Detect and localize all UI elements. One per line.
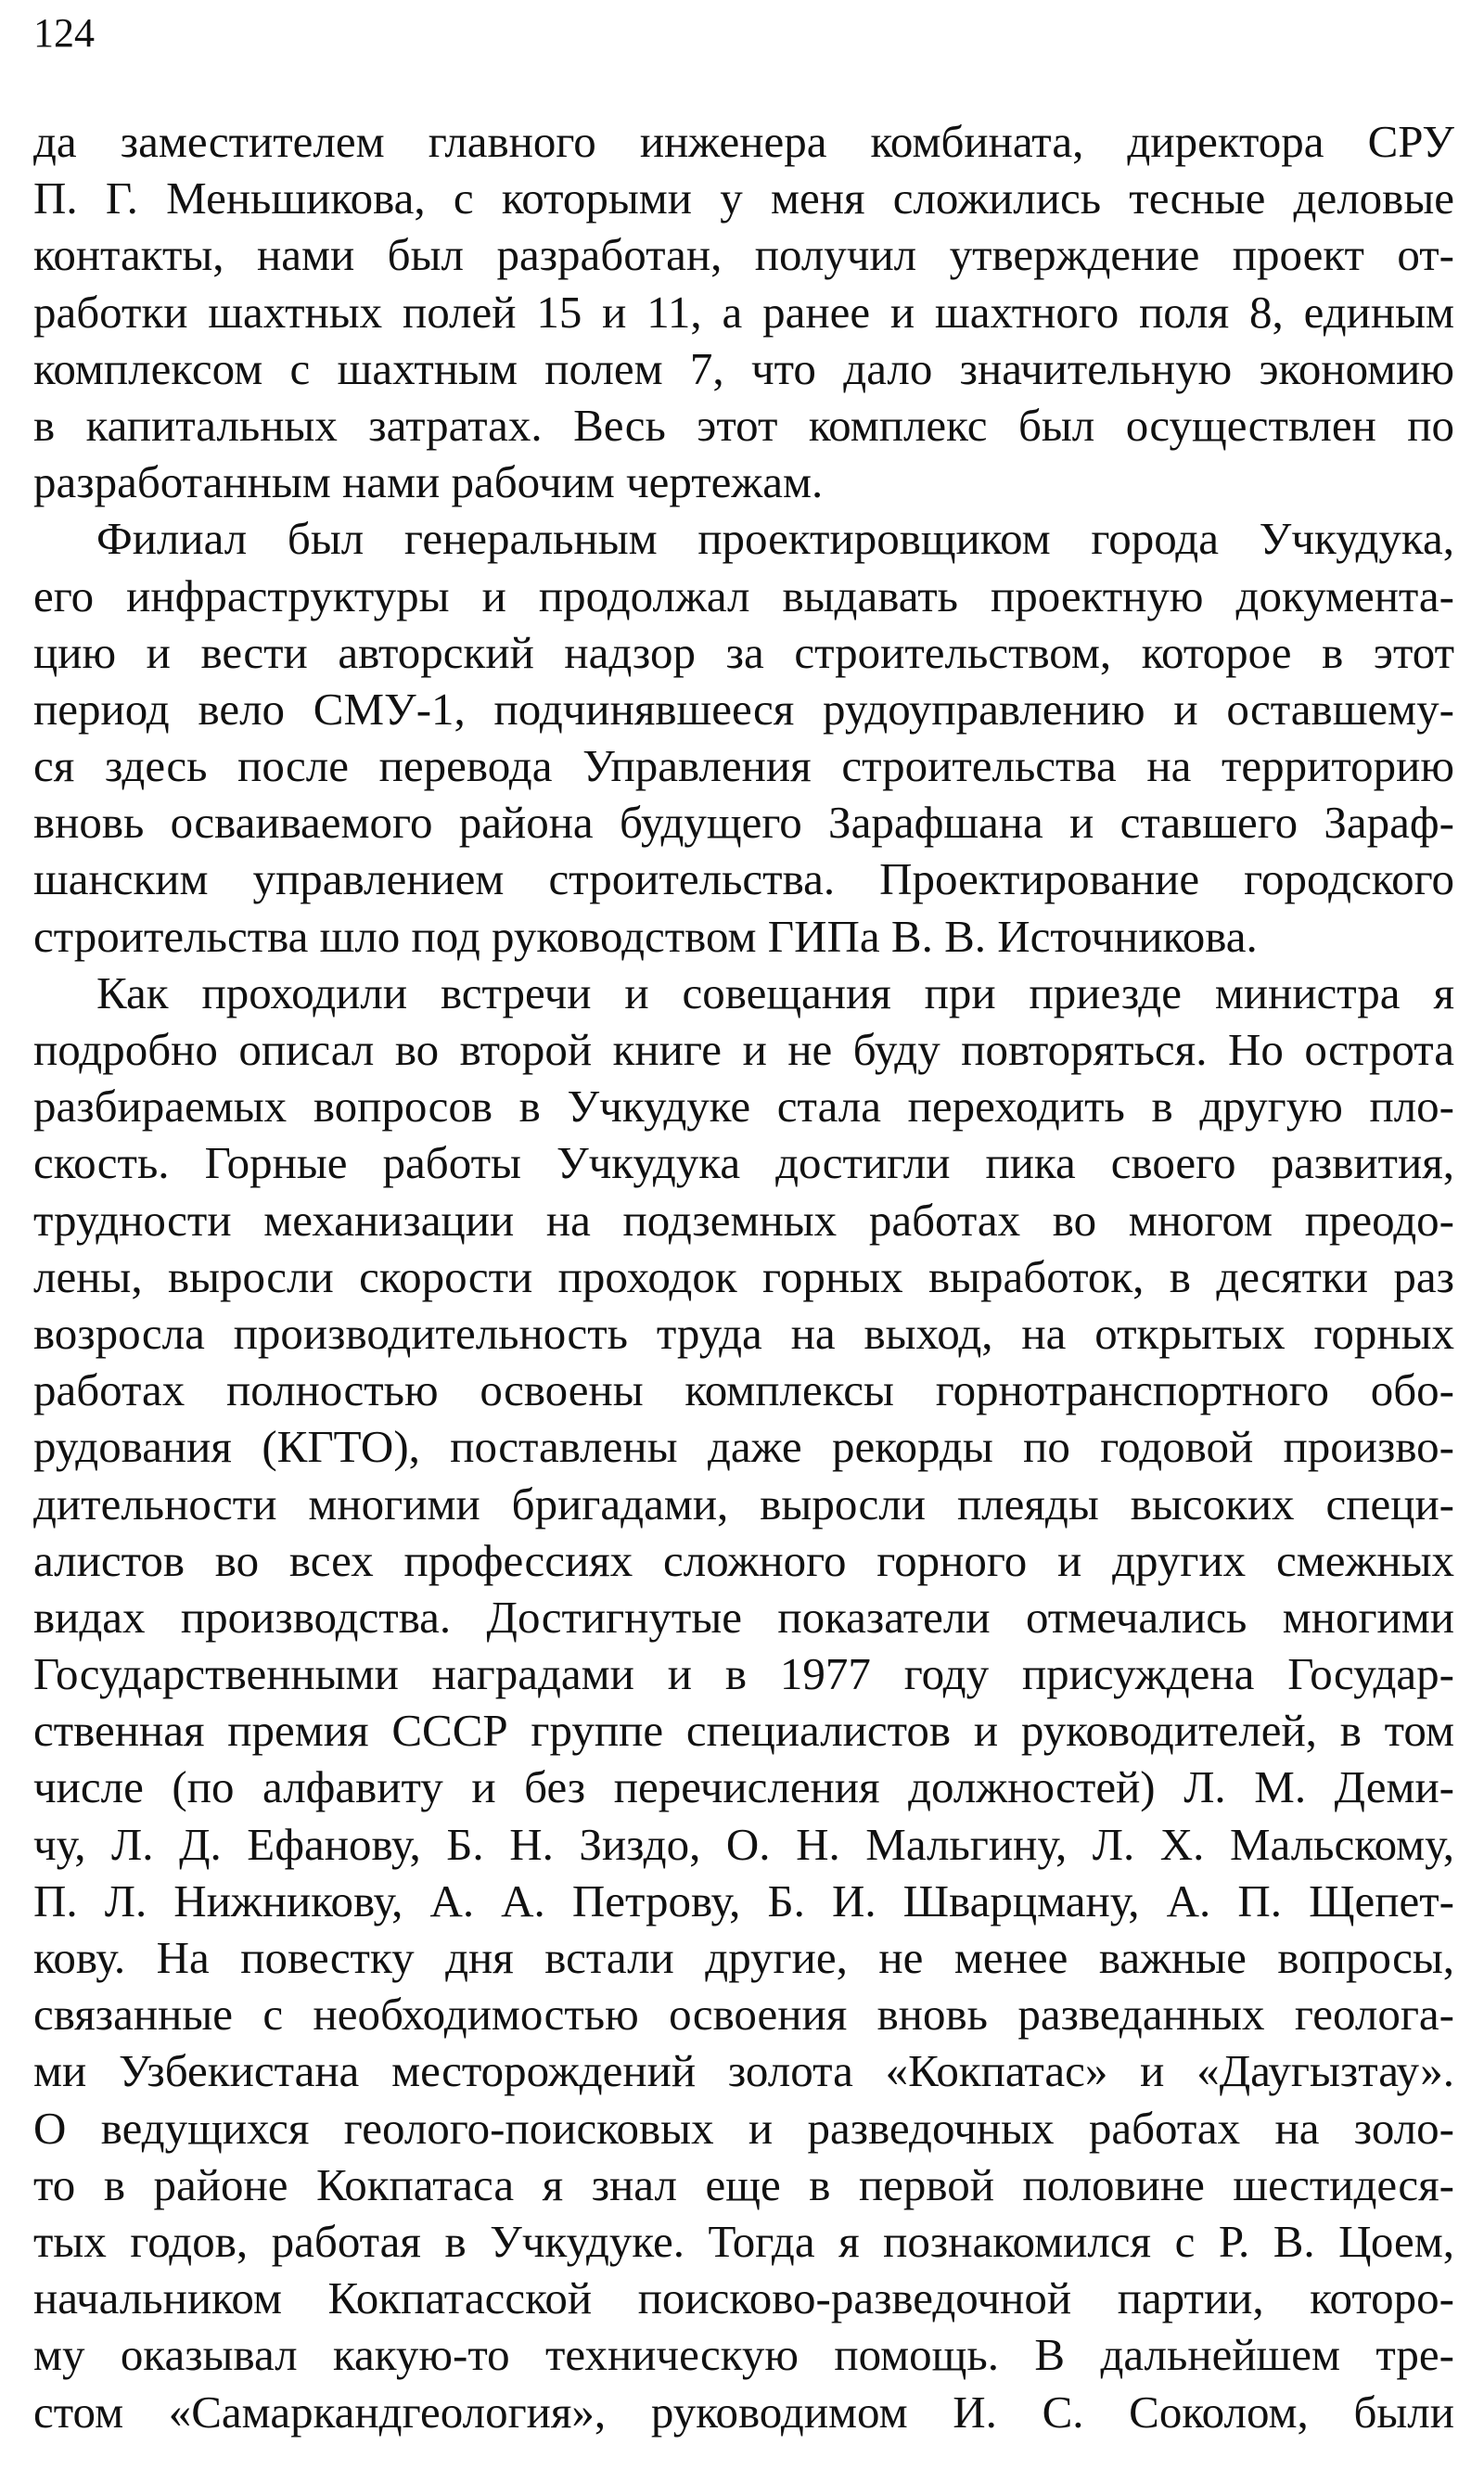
text-line: му оказывал какую-то техническую помощь. В дальнейшем тре- xyxy=(33,2329,1454,2381)
text-line: лены, выросли скорости проходок горных выработок, в десятки раз xyxy=(33,1250,1454,1302)
text-line: П. Л. Нижникову, А. А. Петрову, Б. И. Шварцману, А. П. Щепет- xyxy=(33,1875,1454,1926)
text-line: стом «Самаркандгеология», руководимом И. С. Соколом, были xyxy=(33,2386,1454,2438)
text-line: вновь осваиваемого района будущего Зарафшана и ставшего Зараф- xyxy=(33,797,1454,849)
text-line: период вело СМУ-1, подчинявшееся рудоуправлению и оставшему- xyxy=(33,683,1454,735)
body-text xyxy=(33,113,1454,2440)
text-line: тых годов, работая в Учкудуке. Тогда я познакомился с Р. В. Цоем, xyxy=(33,2215,1454,2267)
text-line: в капитальных затратах. Весь этот комплекс был осуществлен по xyxy=(33,399,1454,451)
text-line: ми Узбекистана месторождений золота «Кокпатас» и «Даугызтау». xyxy=(33,2045,1454,2097)
page-number: 124 xyxy=(33,10,95,56)
text-line: видах производства. Достигнутые показатели отмечались многими xyxy=(33,1591,1454,1643)
text-line: комплексом с шахтным полем 7, что дало значительную экономию xyxy=(33,342,1454,394)
text-line: трудности механизации на подземных работах во многом преодо- xyxy=(33,1194,1454,1246)
text-line: П. Г. Меньшикова, с которыми у меня сложились тесные деловые xyxy=(33,173,1454,224)
text-line: возросла производительность труда на выход, на открытых горных xyxy=(33,1307,1454,1359)
text-line: работах полностью освоены комплексы горнотранспортного обо- xyxy=(33,1364,1454,1416)
text-line: шанским управлением строительства. Проектирование городского xyxy=(33,853,1454,905)
text-line: кову. На повестку дня встали другие, не менее важные вопросы, xyxy=(33,1932,1454,1983)
text-line: то в районе Кокпатаса я знал еще в первой половине шестидеся- xyxy=(33,2158,1454,2210)
text-line: да заместителем главного инженера комбината, директора СРУ xyxy=(33,116,1454,167)
text-line: дительности многими бригадами, выросли плеяды высоких специ- xyxy=(33,1478,1454,1529)
text-line: цию и вести авторский надзор за строительством, которое в этот xyxy=(33,626,1454,678)
text-line: скость. Горные работы Учкудука достигли пика своего развития, xyxy=(33,1137,1454,1189)
text-line: строительства шло под руководством ГИПа В. В. Источникова. xyxy=(33,910,1258,962)
text-line: чу, Л. Д. Ефанову, Б. Н. Зиздо, О. Н. Мальгину, Л. Х. Мальскому, xyxy=(33,1818,1454,1870)
text-line: О ведущихся геолого-поисковых и разведочных работах на золо- xyxy=(33,2102,1454,2154)
text-line: Государственными наградами и в 1977 году присуждена Государ- xyxy=(33,1648,1454,1700)
text-line: ственная премия СССР группе специалистов и руководителей, в том xyxy=(33,1705,1454,1757)
text-line: работки шахтных полей 15 и 11, а ранее и шахтного поля 8, единым xyxy=(33,286,1454,338)
text-line: алистов во всех профессиях сложного горного и других смежных xyxy=(33,1534,1454,1586)
text-line: контакты, нами был разработан, получил утверждение проект от- xyxy=(33,229,1454,281)
text-line: связанные с необходимостью освоения вновь разведанных геолога- xyxy=(33,1989,1454,2041)
text-line: Филиал был генеральным проектировщиком города Учкудука, xyxy=(96,513,1454,565)
text-line: разбираемых вопросов в Учкудуке стала переходить в другую пло- xyxy=(33,1081,1454,1133)
text-line: подробно описал во второй книге и не буду повторяться. Но острота xyxy=(33,1024,1454,1075)
text-line: начальником Кокпатасской поисково-разведочной партии, которо- xyxy=(33,2272,1454,2324)
text-line: числе (по алфавиту и без перечисления должностей) Л. М. Деми- xyxy=(33,1761,1454,1813)
text-line: его инфраструктуры и продолжал выдавать проектную документа- xyxy=(33,570,1454,621)
text-line: разработанным нами рабочим чертежам. xyxy=(33,456,824,508)
text-line: рудования (КГТО), поставлены даже рекорды по годовой произво- xyxy=(33,1421,1454,1473)
text-line: ся здесь после перевода Управления строительства на территорию xyxy=(33,740,1454,792)
text-line: Как проходили встречи и совещания при приезде министра я xyxy=(96,966,1454,1018)
